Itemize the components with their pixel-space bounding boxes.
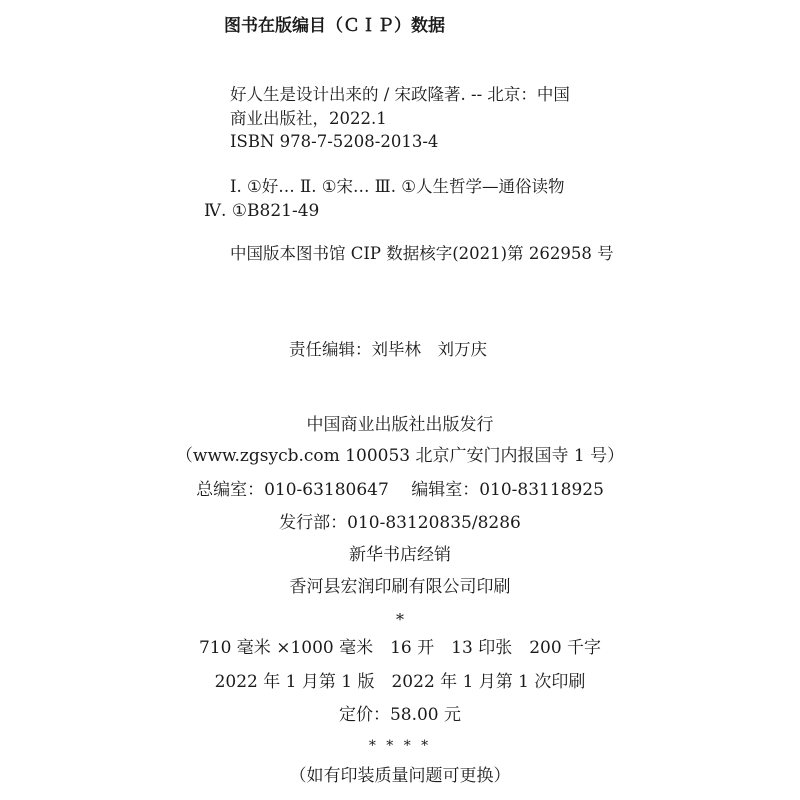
office-phones: 总编室：010-63180647 编辑室：010-83118925 — [196, 480, 604, 500]
cip-classification-2: Ⅳ. ①B821-49 — [204, 201, 320, 221]
cip-classification-1: Ⅰ. ①好… Ⅱ. ①宋… Ⅲ. ①人生哲学—通俗读物 — [230, 177, 565, 196]
edition-info: 2022 年 1 月第 1 版 2022 年 1 月第 1 次印刷 — [214, 672, 586, 692]
cip-isbn: ISBN 978-7-5208-2013-4 — [230, 132, 439, 151]
distributor-line: 新华书店经销 — [349, 545, 451, 565]
format-specs: 710 毫米 ×1000 毫米 16 开 13 印张 200 千字 — [198, 638, 602, 658]
page-title: 图书在版编目（ＣＩＰ）数据 — [224, 16, 445, 36]
publisher-line: 中国商业出版社出版发行 — [306, 415, 494, 435]
price-line: 定价：58.00 元 — [338, 705, 462, 725]
responsible-editor: 责任编辑：刘毕林 刘万庆 — [289, 340, 487, 359]
replacement-notice: （如有印装质量问题可更换） — [289, 766, 511, 786]
separator-asterisk: * — [396, 610, 404, 629]
publisher-address: （www.zgsycb.com 100053 北京广安门内报国寺 1 号） — [175, 446, 625, 466]
cip-title-line: 好人生是设计出来的 / 宋政隆著. -- 北京：中国 — [230, 85, 570, 104]
separator-asterisks: * * * * — [368, 738, 432, 754]
distribution-phone: 发行部：010-83120835/8286 — [279, 513, 521, 533]
cip-publisher-line: 商业出版社，2022.1 — [230, 109, 387, 128]
printer-line: 香河县宏润印刷有限公司印刷 — [289, 577, 511, 597]
cip-record-number: 中国版本图书馆 CIP 数据核字(2021)第 262958 号 — [230, 244, 614, 263]
